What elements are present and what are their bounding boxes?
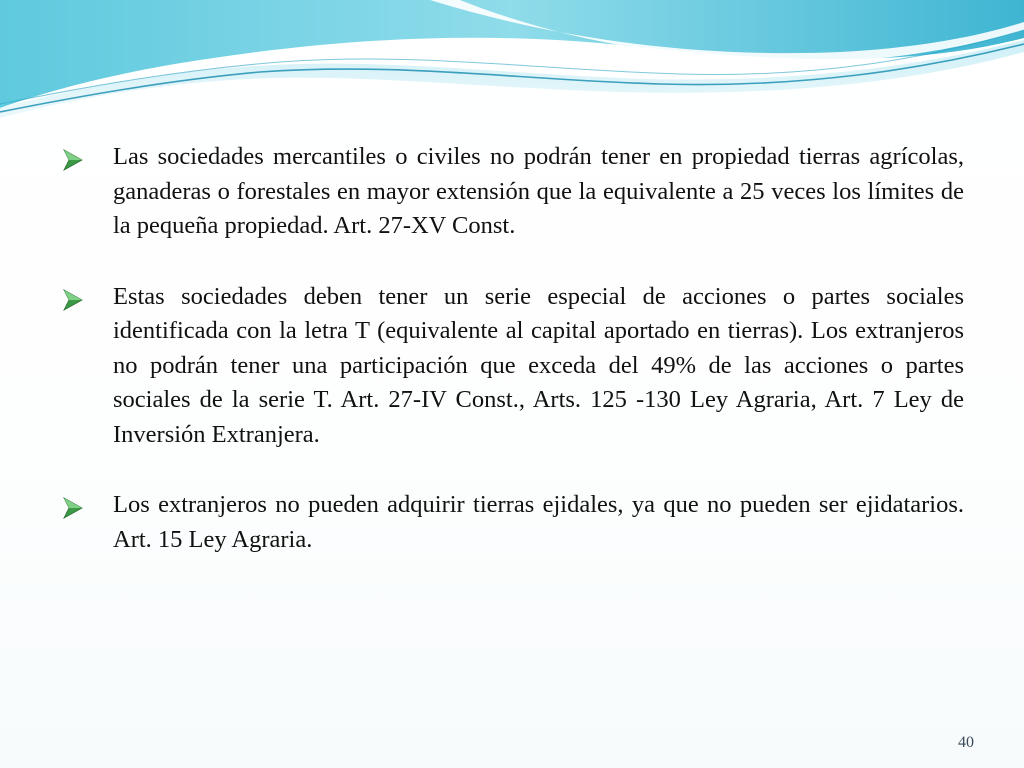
- header-wave-decoration: [0, 0, 1024, 130]
- slide-content: [62, 140, 964, 593]
- arrow-bullet-icon: [62, 496, 84, 520]
- slide-number: 40: [958, 734, 974, 751]
- bullet-item: [62, 488, 964, 557]
- bullet-text: Las sociedades mercantiles o civiles no podrán tener en propiedad tierras agrícolas, ganaderas o forestales en mayor extensión que la equivalente a 25 veces los límites de la pequeña propiedad. Art. 27-XV Const.: [113, 143, 964, 239]
- arrow-bullet-icon: [62, 288, 84, 312]
- bullet-text: Los extranjeros no pueden adquirir tierras ejidales, ya que no pueden ser ejidatarios. Art. 15 Ley Agraria.: [113, 491, 964, 553]
- arrow-bullet-icon: [62, 148, 84, 172]
- bullet-text: Estas sociedades deben tener un serie especial de acciones o partes sociales identificada con la letra T (equivalente al capital aportado en tierras). Los extranjeros no podrán tener una participación que exceda del 49% de las acciones o partes sociales de la serie T. Art. 27-IV Const., Arts. 125 -130 Ley Agraria, Art. 7 Ley de Inversión Extranjera.: [113, 282, 964, 448]
- bullet-item: [62, 280, 964, 453]
- bullet-item: [62, 140, 964, 244]
